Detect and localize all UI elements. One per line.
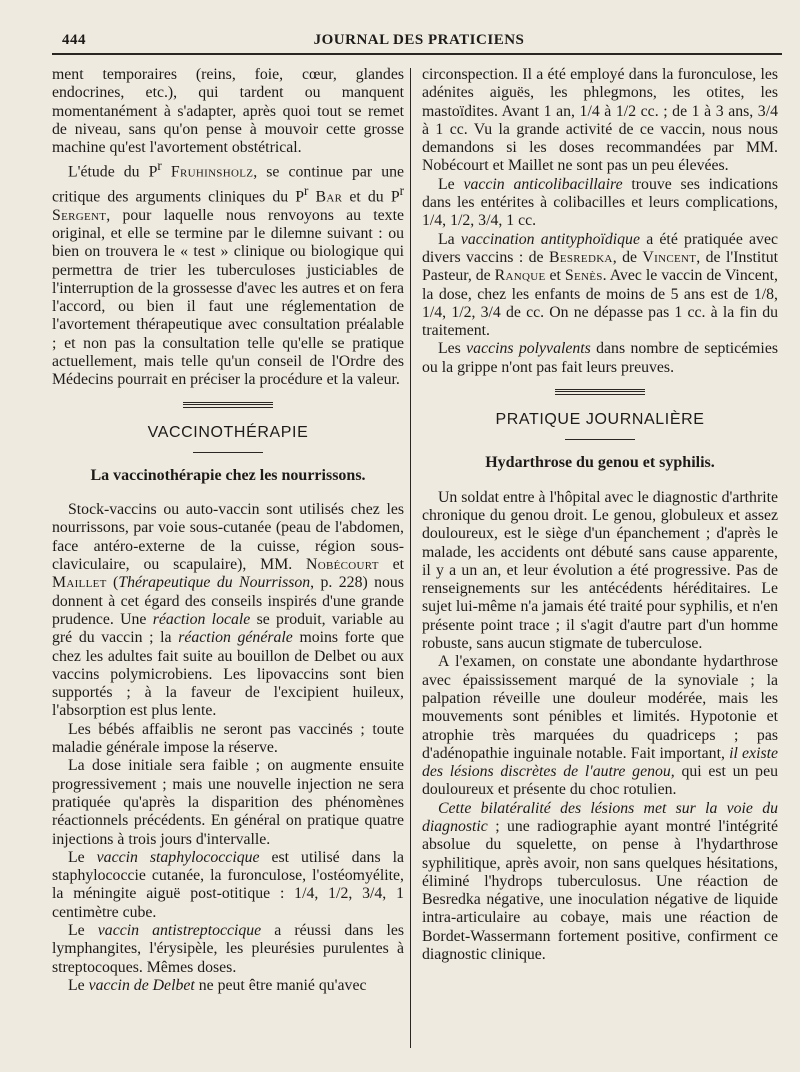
superscript: r <box>399 183 404 199</box>
right-column <box>422 66 778 964</box>
header-rule <box>52 53 782 55</box>
short-divider <box>193 452 263 453</box>
text-run: trouve ses indications dans les entérites à colibacilles et leurs complications, 1/4, 1/2, 3/4, 1 cc. <box>422 175 778 230</box>
text-run: Le <box>438 175 464 193</box>
text-run: est utilisé dans la staphylococcie cutanée, la furonculose, l'ostéomyélite, la méningite aiguë post-otitique : 1/4, 1/2, 3/4, 1 centimètre cube. <box>52 848 404 921</box>
emphasis: Cette bilatéralité des lésions met sur la voie du diagnostic <box>422 799 778 835</box>
text-run: et <box>378 556 404 574</box>
text-run: a été pratiquée avec divers vaccins : de <box>422 230 778 266</box>
paragraph <box>52 157 404 389</box>
paragraph: ment temporaires (reins, foie, cœur, glandes endocrines, etc.), qui tardent ou manquent momentanément à s'adapter, après quoi tout se remet de niveau, sans qu'on pense à mouvoir cette grosse machine qu'est l'avortement obstétrical. <box>52 66 404 157</box>
paragraph <box>422 800 778 965</box>
text-run: Le <box>68 848 97 866</box>
author-name: Maillet <box>52 574 107 592</box>
text-run: , se continue par une critique des arguments cliniques du P <box>52 163 405 206</box>
paragraph <box>52 501 404 721</box>
author-name: Sergent <box>52 206 107 224</box>
paragraph: Un soldat entre à l'hôpital avec le diagnostic d'arthrite chronique du genou droit. Le genou, globuleux et assez douloureux, est le siège d'un épanchement ; d'après le malade, les accidents ont débuté sans cause apparente, il y a un an, et leur évolution a été progressive. Pas de renseignements sur les antécédents héréditaires. Le sujet lui-même n'a jamais été traité pour syphilis, et n'en présente point trace ; il s'agit d'autre part d'un homme robuste, sans aucun stigmate de tuberculose. <box>422 488 778 653</box>
article-title: Hydarthrose du genou et syphilis. <box>485 454 715 472</box>
paragraph: circonspection. Il a été employé dans la furonculose, les adénites aiguës, les phlegmons, les otites, les mastoïdites. Avant 1 an, 1/4 à 1/2 cc. ; de 1 à 3 ans, 3/4 à 1 cc. Vu la grande activité de ce vaccin, nous nous demandons si les doses recommandées par MM. Nobécourt et Maillet ne sont pas un peu élevées. <box>422 66 778 175</box>
text-run: qui est un peu douloureux et présente du choc rotulien. <box>422 763 778 799</box>
text-run: , pour laquelle nous renvoyons au texte original, et elle se termine par le dilemne suivant : ou bien on trouvera le « test » clinique ou biologique qui permettra de trier les tuberculoses justiciables de l'interruption de la grossesse d'avec les autres et on fera l'accord, ou bien il faut une réglementation de l'avortement thérapeutique avec consultation préalable ; et non pas la consultation telle qu'elle se pratique actuellement, mais telle qu'un conseil de l'Ordre des Médecins pourrait en préciser la procédure et la valeur. <box>52 206 404 389</box>
column-divider <box>410 68 411 1048</box>
page-number: 444 <box>62 32 86 48</box>
section-title: VACCINOTHÉRAPIE <box>147 423 309 441</box>
emphasis: vaccin antistreptoccique <box>97 922 262 939</box>
author-name: Senès <box>564 267 603 285</box>
paragraph <box>422 340 778 377</box>
author-name: Ranque <box>494 267 546 285</box>
text-run: , p. 228) nous donnent à cet égard des conseils inspirés d'une grande prudence. Une <box>52 574 404 628</box>
text-run: a réussi dans les lymphangites, l'érysipèle, les pleurésies purulentes à streptocoques. Mêmes doses. <box>52 922 404 976</box>
section-divider <box>183 402 273 408</box>
text-run: se produit, variable au gré du vaccin ; la <box>52 610 404 647</box>
emphasis: réaction locale <box>152 610 251 628</box>
superscript: r <box>304 183 309 199</box>
page-header <box>62 30 776 52</box>
text-run: ( <box>106 574 119 592</box>
paragraph: La dose initiale sera faible ; on augmente ensuite progressivement ; mais une nouvelle injection ne sera pratiquée qu'après la disparition des phénomènes réactionnels précédents. En général on pratique quatre injections à trois jours d'intervalle. <box>52 757 404 848</box>
text-run: Le <box>68 976 89 994</box>
superscript: r <box>157 158 162 174</box>
text-run: ; une radiographie ayant montré l'intégrité absolue du squelette, on pense à l'hydarthrose syphilitique, après avoir, non sans quelques hésitations, éliminé l'hydrops tuberculosus. Une réaction de Besredka négative, une inoculation négative de liquide intra-articulaire au cobaye, mais une réaction de Bordet-Wassermann fortement positive, confirment ce diagnostic clinique. <box>422 817 778 964</box>
emphasis: il existe des lésions discrètes de l'autre genou, <box>422 744 779 781</box>
text-run: ne peut être manié qu'avec <box>194 976 367 994</box>
paragraph <box>422 653 778 799</box>
article-title: La vaccinothérapie chez les nourrissons. <box>90 466 366 484</box>
emphasis: vaccin staphylococcique <box>96 848 260 866</box>
section-title: PRATIQUE JOURNALIÈRE <box>495 411 705 429</box>
author-name: Fruhinsholz <box>170 163 254 181</box>
paragraph <box>52 977 404 995</box>
journal-title: JOURNAL DES PRATICIENS <box>313 32 525 48</box>
emphasis: vaccin anticolibacillaire <box>463 175 623 193</box>
emphasis: vaccins polyvalents <box>466 340 591 358</box>
section-divider <box>555 389 645 395</box>
paragraph <box>52 849 404 922</box>
text-run: La <box>438 230 461 248</box>
left-column <box>52 66 404 995</box>
author-name: Nobécourt <box>306 556 379 574</box>
paragraph: Les bébés affaiblis ne seront pas vaccinés ; toute maladie générale impose la réserve. <box>52 720 404 757</box>
author-name: Vincent <box>642 248 697 266</box>
author-name: Bar <box>315 188 343 206</box>
text-run: Les <box>438 340 467 358</box>
emphasis: vaccin de Delbet <box>88 976 195 994</box>
text-run: A l'examen, on constate une abondante hydarthrose avec épaississement marqué de la synoviale ; la palpation réveille une douleur modérée, mais les mouvements sont pénibles et limités. Hypotonie et atrophie très marquées du quadriceps ; pas d'adénopathie inguinale notable. Fait important, <box>422 653 778 762</box>
author-name: Besredka <box>549 248 613 266</box>
text-run: et <box>545 267 565 285</box>
text-run: Le <box>68 922 98 939</box>
text-run: , de <box>612 248 643 266</box>
short-divider <box>565 439 635 440</box>
text-run: , de l'Institut Pasteur, de <box>422 248 778 285</box>
emphasis: réaction générale <box>178 629 293 647</box>
text-run: dans nombre de septicémies ou la grippe n'ont pas fait leurs preuves. <box>422 340 778 376</box>
paragraph <box>52 922 404 977</box>
book-title: Thérapeutique du Nourrisson <box>118 574 311 592</box>
paragraph <box>422 176 778 231</box>
text-run: . Avec le vaccin de Vincent, la dose, chez les enfants de moins de 5 ans est de 1/8, 1/4, 1/2, 3/4 de cc. On ne dépasse pas 1 cc. à la fin du traitement. <box>422 267 778 340</box>
paragraph <box>422 231 778 341</box>
text-run: Stock-vaccins ou auto-vaccin sont utilisés chez les nourrissons, par voie sous-cutanée (peau de l'abdomen, face antéro-externe de la cuisse, région sous-claviculaire, ou scapulaire), MM. <box>52 501 404 574</box>
text-run: moins forte que chez les adultes fait suite au bouillon de Delbet ou aux vaccins polymicrobiens. Les lipovaccins sont bien supportés ; à la faveur de l'excipient huileux, l'absorption est plus lente. <box>52 629 404 720</box>
emphasis: vaccination antityphoïdique <box>460 230 640 248</box>
text-run: L'étude du P <box>68 163 158 181</box>
text-run: et du P <box>342 188 400 206</box>
